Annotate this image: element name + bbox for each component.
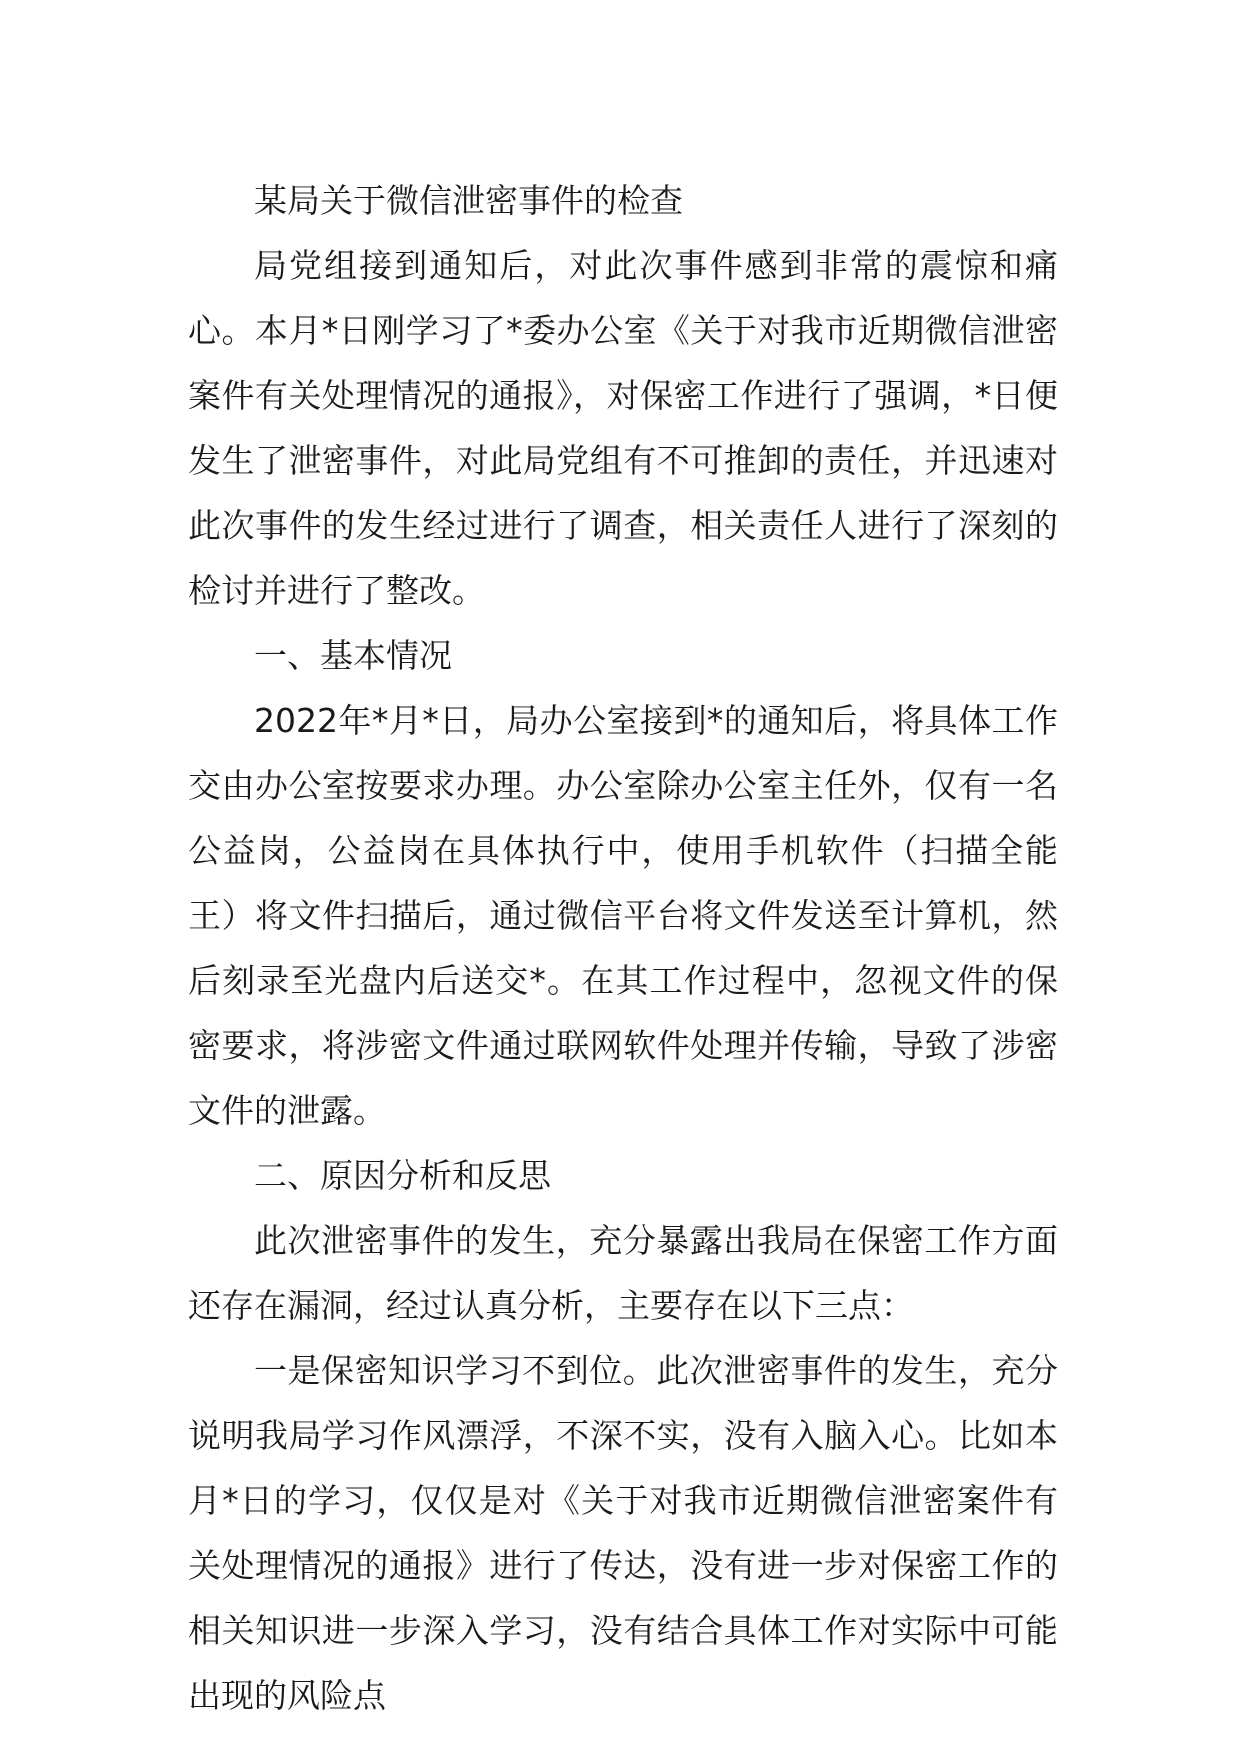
section-heading-cause-analysis: 二、原因分析和反思 [254, 1156, 551, 1195]
paragraph-cause-one: 一是保密知识学习不到位。此次泄密事件的发生，充分说明我局学习作风漂浮，不深不实，没有入脑入心。比如本月*日的学习，仅仅是对《关于对我市近期微信泄密案件有关处理情况的通报》进行了传达，没有进一步对保密工作的相关知识进一步深入学习，没有结合具体工作对实际中可能出现的风险点 [188, 1351, 1058, 1715]
paragraph-intro: 局党组接到通知后，对此次事件感到非常的震惊和痛心。本月*日刚学习了*委办公室《关于对我市近期微信泄密案件有关处理情况的通报》，对保密工作进行了强调，*日便发生了泄密事件，对此局党组有不可推卸的责任，并迅速对此次事件的发生经过进行了调查，相关责任人进行了深刻的检讨并进行了整改。 [188, 246, 1058, 610]
paragraph-basic-situation: 2022年*月*日，局办公室接到*的通知后，将具体工作交由办公室按要求办理。办公室除办公室主任外，仅有一名公益岗，公益岗在具体执行中，使用手机软件（扫描全能王）将文件扫描后，通过微信平台将文件发送至计算机，然后刻录至光盘内后送交*。在其工作过程中，忽视文件的保密要求，将涉密文件通过联网软件处理并传输，导致了涉密文件的泄露。 [188, 701, 1058, 1130]
paragraph-cause-overview: 此次泄密事件的发生，充分暴露出我局在保密工作方面还存在漏洞，经过认真分析，主要存在以下三点： [188, 1221, 1058, 1325]
section-heading-basic-situation: 一、基本情况 [254, 636, 452, 675]
document-title: 某局关于微信泄密事件的检查 [254, 181, 683, 220]
document-body [188, 168, 1058, 1728]
